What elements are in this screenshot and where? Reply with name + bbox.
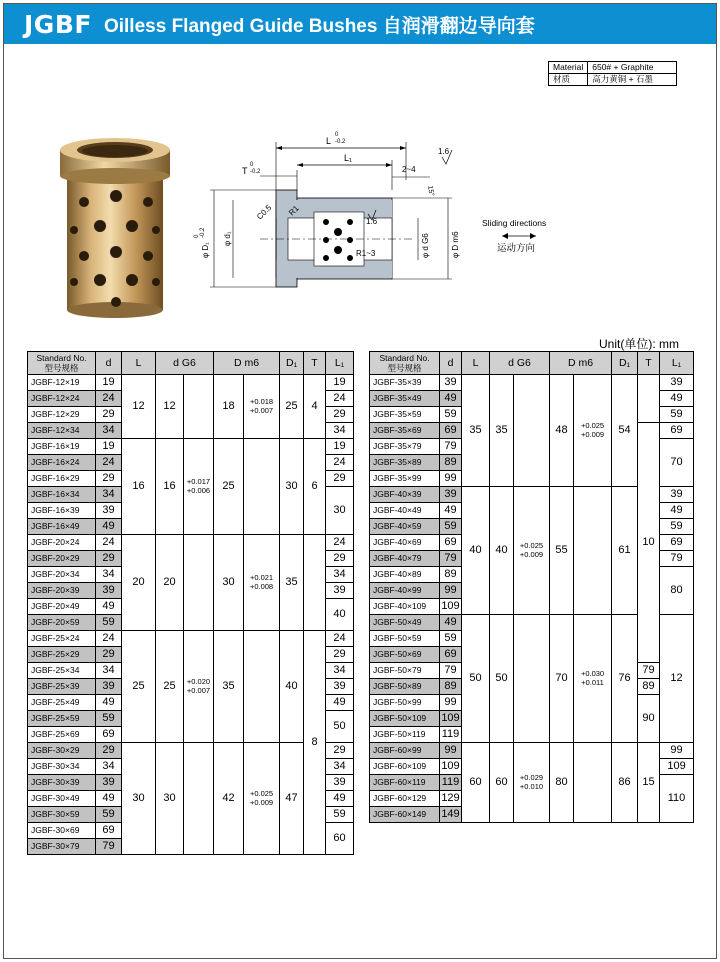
table-cell: 25 xyxy=(122,631,156,743)
table-cell: +0.025 +0.009 xyxy=(244,743,280,855)
model-cell: JGBF-60×99 xyxy=(370,743,440,759)
col-standard xyxy=(370,352,440,375)
table-cell: 89 xyxy=(440,455,462,471)
col-dG6: d G6 xyxy=(490,352,550,375)
sliding-label-cn: 运动方向 xyxy=(497,243,536,254)
table-cell: 129 xyxy=(440,791,462,807)
table-cell: 24 xyxy=(326,391,354,407)
table-cell: 89 xyxy=(440,679,462,695)
table-cell: 25 xyxy=(156,631,184,743)
table-cell: +0.030 +0.011 xyxy=(574,615,612,743)
table-cell xyxy=(638,375,660,423)
table-cell xyxy=(574,743,612,823)
table-cell xyxy=(514,615,550,743)
model-cell: JGBF-50×119 xyxy=(370,727,440,743)
table-cell: 69 xyxy=(96,823,122,839)
table-cell: 76 xyxy=(612,615,638,743)
model-cell: JGBF-35×89 xyxy=(370,455,440,471)
dim-L-tol-top: 0 xyxy=(335,132,339,138)
table-cell: 39 xyxy=(96,503,122,519)
table-cell: 39 xyxy=(326,775,354,791)
table-cell xyxy=(184,375,214,439)
table-cell: 89 xyxy=(638,679,660,695)
table-cell: 19 xyxy=(326,439,354,455)
table-cell: 99 xyxy=(440,743,462,759)
table-cell: 42 xyxy=(214,743,244,855)
table-cell: 79 xyxy=(440,663,462,679)
table-cell: 24 xyxy=(326,631,354,647)
table-cell xyxy=(184,535,214,631)
col-L: L xyxy=(122,352,156,375)
model-cell: JGBF-40×59 xyxy=(370,519,440,535)
table-cell: 69 xyxy=(660,423,694,439)
table-cell: 119 xyxy=(440,727,462,743)
material-value-cn: 高力黄铜 + 石墨 xyxy=(588,74,677,86)
table-cell: 49 xyxy=(96,519,122,535)
table-cell: 34 xyxy=(96,567,122,583)
col-standard-cn: 型号规格 xyxy=(44,363,79,373)
model-cell: JGBF-50×49 xyxy=(370,615,440,631)
material-label-en: Material xyxy=(549,62,588,74)
model-cell: JGBF-30×34 xyxy=(28,759,96,775)
table-cell: 99 xyxy=(660,743,694,759)
table-cell: 99 xyxy=(440,695,462,711)
model-cell: JGBF-40×99 xyxy=(370,583,440,599)
table-cell: 29 xyxy=(96,551,122,567)
dim-dG6: φ d G6 xyxy=(421,233,430,258)
table-cell: 29 xyxy=(96,471,122,487)
bushing-photo xyxy=(44,130,184,320)
table-cell: 19 xyxy=(326,375,354,391)
table-cell: 18 xyxy=(214,375,244,439)
table-cell: 19 xyxy=(96,375,122,391)
model-cell: JGBF-25×29 xyxy=(28,647,96,663)
table-cell: 59 xyxy=(326,807,354,823)
table-cell: 79 xyxy=(440,439,462,455)
model-cell: JGBF-12×19 xyxy=(28,375,96,391)
radius-label: R1 xyxy=(287,203,301,218)
table-cell: 39 xyxy=(440,375,462,391)
table-cell: 34 xyxy=(326,423,354,439)
table-cell: 49 xyxy=(96,695,122,711)
model-cell: JGBF-35×49 xyxy=(370,391,440,407)
table-cell: 39 xyxy=(440,487,462,503)
brand-code: JGBF xyxy=(24,9,92,39)
dim-D1-tol-top: 0 xyxy=(194,234,200,238)
technical-drawing xyxy=(180,120,570,320)
table-cell: 20 xyxy=(122,535,156,631)
table-cell: 119 xyxy=(440,775,462,791)
dim-d1: φ d₁ xyxy=(223,231,232,246)
table-cell: 69 xyxy=(440,423,462,439)
model-cell: JGBF-40×89 xyxy=(370,567,440,583)
model-cell: JGBF-16×29 xyxy=(28,471,96,487)
model-cell: JGBF-30×39 xyxy=(28,775,96,791)
table-cell: 29 xyxy=(326,551,354,567)
table-cell: 109 xyxy=(440,599,462,615)
table-cell: 59 xyxy=(440,631,462,647)
table-row xyxy=(28,535,354,551)
table-cell: 99 xyxy=(440,583,462,599)
table-cell: 16 xyxy=(122,439,156,535)
rough-mark-2: 1.6 xyxy=(366,217,378,226)
table-cell: 10 xyxy=(638,423,660,663)
table-cell: 34 xyxy=(326,663,354,679)
model-cell: JGBF-16×49 xyxy=(28,519,96,535)
table-cell: 49 xyxy=(96,791,122,807)
table-cell: 30 xyxy=(280,439,304,535)
table-cell: 89 xyxy=(440,567,462,583)
table-cell: 109 xyxy=(440,711,462,727)
col-L1: L₁ xyxy=(660,352,694,375)
table-cell: +0.025 +0.009 xyxy=(574,375,612,487)
title-bar xyxy=(4,4,716,44)
table-cell: 59 xyxy=(660,407,694,423)
table-cell: 25 xyxy=(214,439,244,535)
table-cell: 69 xyxy=(440,647,462,663)
model-cell: JGBF-50×59 xyxy=(370,631,440,647)
dim-T-tol-top: 0 xyxy=(250,162,254,168)
table-cell: +0.029 +0.010 xyxy=(514,743,550,823)
model-cell: JGBF-40×79 xyxy=(370,551,440,567)
table-cell: 39 xyxy=(96,583,122,599)
table-cell: 49 xyxy=(660,503,694,519)
table-cell: 24 xyxy=(96,535,122,551)
table-cell: 30 xyxy=(156,743,184,855)
table-cell: 55 xyxy=(550,487,574,615)
table-cell xyxy=(514,375,550,487)
table-cell: 59 xyxy=(96,615,122,631)
table-cell: 35 xyxy=(280,535,304,631)
dim-L1: L₁ xyxy=(344,153,353,163)
table-cell: 59 xyxy=(96,807,122,823)
page-title: Oilless Flanged Guide Bushes 自润滑翻边导向套 xyxy=(103,15,535,37)
table-cell: +0.025 +0.009 xyxy=(514,487,550,615)
model-cell: JGBF-16×19 xyxy=(28,439,96,455)
model-cell: JGBF-35×79 xyxy=(370,439,440,455)
table-cell: 60 xyxy=(462,743,490,823)
material-value-en: 650# + Graphite xyxy=(588,62,677,74)
model-cell: JGBF-50×69 xyxy=(370,647,440,663)
table-cell: 60 xyxy=(490,743,514,823)
table-header xyxy=(370,352,694,375)
col-D1: D₁ xyxy=(612,352,638,375)
table-cell: 12 xyxy=(122,375,156,439)
table-cell: 24 xyxy=(326,535,354,551)
dim-Dm6: φ D m6 xyxy=(451,231,460,258)
spec-table-left xyxy=(27,351,354,855)
col-d: d xyxy=(96,352,122,375)
table-cell: 29 xyxy=(96,407,122,423)
table-cell: 29 xyxy=(96,743,122,759)
table-cell: 69 xyxy=(440,535,462,551)
model-cell: JGBF-30×59 xyxy=(28,807,96,823)
col-standard-en: Standard No. xyxy=(36,353,87,363)
model-cell: JGBF-30×69 xyxy=(28,823,96,839)
col-standard xyxy=(28,352,96,375)
table-cell: 49 xyxy=(660,391,694,407)
model-cell: JGBF-16×34 xyxy=(28,487,96,503)
dim-D1-tol-bot: -0.2 xyxy=(200,227,206,238)
table-cell: 12 xyxy=(660,615,694,743)
model-cell: JGBF-40×109 xyxy=(370,599,440,615)
table-cell: 34 xyxy=(326,567,354,583)
table-cell: 40 xyxy=(280,631,304,743)
model-cell: JGBF-50×99 xyxy=(370,695,440,711)
table-cell: 40 xyxy=(490,487,514,615)
table-cell: 90 xyxy=(638,695,660,743)
table-cell: 40 xyxy=(462,487,490,615)
col-dG6: d G6 xyxy=(156,352,214,375)
table-cell: 25 xyxy=(280,375,304,439)
table-cell: 34 xyxy=(96,663,122,679)
model-cell: JGBF-40×39 xyxy=(370,487,440,503)
table-cell: 35 xyxy=(214,631,244,743)
col-T: T xyxy=(638,352,660,375)
model-cell: JGBF-50×109 xyxy=(370,711,440,727)
table-cell: 35 xyxy=(490,375,514,487)
table-cell: 79 xyxy=(96,839,122,855)
model-cell: JGBF-50×79 xyxy=(370,663,440,679)
model-cell: JGBF-25×39 xyxy=(28,679,96,695)
table-cell: 59 xyxy=(440,519,462,535)
table-cell: 34 xyxy=(326,759,354,775)
dim-T: T xyxy=(242,166,248,176)
table-cell: 30 xyxy=(122,743,156,855)
table-cell: 79 xyxy=(440,551,462,567)
table-cell: +0.020 +0.007 xyxy=(184,631,214,743)
table-cell: 50 xyxy=(462,615,490,743)
table-cell: 69 xyxy=(96,727,122,743)
material-table xyxy=(548,61,677,86)
model-cell: JGBF-20×34 xyxy=(28,567,96,583)
table-cell: 59 xyxy=(96,711,122,727)
table-cell: 39 xyxy=(326,679,354,695)
model-cell: JGBF-20×29 xyxy=(28,551,96,567)
table-cell: 15 xyxy=(638,743,660,823)
table-row xyxy=(28,631,354,647)
table-cell: 19 xyxy=(96,439,122,455)
model-cell: JGBF-60×109 xyxy=(370,759,440,775)
table-row xyxy=(370,743,694,759)
model-cell: JGBF-20×49 xyxy=(28,599,96,615)
dim-D1: φ D₁ xyxy=(201,242,210,258)
table-cell xyxy=(244,439,280,535)
table-cell: 20 xyxy=(156,535,184,631)
model-cell: JGBF-25×24 xyxy=(28,631,96,647)
table-cell: 24 xyxy=(96,391,122,407)
table-cell xyxy=(244,631,280,743)
rough-mark: 1.6 xyxy=(438,147,450,156)
col-D1: D₁ xyxy=(280,352,304,375)
table-cell: 59 xyxy=(660,519,694,535)
col-L: L xyxy=(462,352,490,375)
table-cell: 79 xyxy=(638,663,660,679)
dim-T-tol-bot: -0.2 xyxy=(250,169,261,175)
table-cell: +0.018 +0.007 xyxy=(244,375,280,439)
table-cell: 39 xyxy=(660,487,694,503)
table-cell: 29 xyxy=(326,743,354,759)
table-cell: 70 xyxy=(550,615,574,743)
table-cell: 60 xyxy=(326,823,354,855)
dim-L-tol-bot: -0.2 xyxy=(335,139,346,145)
table-cell xyxy=(574,487,612,615)
col-standard-en: Standard No. xyxy=(379,353,430,363)
model-cell: JGBF-12×24 xyxy=(28,391,96,407)
model-cell: JGBF-30×29 xyxy=(28,743,96,759)
table-cell: 48 xyxy=(550,375,574,487)
model-cell: JGBF-16×24 xyxy=(28,455,96,471)
table-cell: 34 xyxy=(96,759,122,775)
sliding-label-en: Sliding directions xyxy=(482,218,547,228)
model-cell: JGBF-20×24 xyxy=(28,535,96,551)
table-cell: 54 xyxy=(612,375,638,487)
model-cell: JGBF-35×39 xyxy=(370,375,440,391)
table-cell: 4 xyxy=(304,375,326,439)
dim-2-4: 2~4 xyxy=(402,165,416,174)
col-Dm6: D m6 xyxy=(550,352,612,375)
spec-table-right xyxy=(369,351,694,823)
table-cell: 24 xyxy=(326,455,354,471)
table-cell: 29 xyxy=(96,647,122,663)
table-cell: 34 xyxy=(96,487,122,503)
table-row xyxy=(370,375,694,391)
table-cell: 86 xyxy=(612,743,638,823)
model-cell: JGBF-25×59 xyxy=(28,711,96,727)
table-cell: 29 xyxy=(326,407,354,423)
table-cell xyxy=(304,535,326,631)
model-cell: JGBF-30×79 xyxy=(28,839,96,855)
unit-label: Unit(单位): mm xyxy=(599,337,679,351)
table-cell: 47 xyxy=(280,743,304,855)
table-cell: +0.017 +0.006 xyxy=(184,439,214,535)
model-cell: JGBF-60×149 xyxy=(370,807,440,823)
model-cell: JGBF-16×39 xyxy=(28,503,96,519)
table-cell: 30 xyxy=(214,535,244,631)
table-cell: 70 xyxy=(660,439,694,487)
table-cell: 80 xyxy=(550,743,574,823)
table-cell: 49 xyxy=(96,599,122,615)
table-cell: 24 xyxy=(96,631,122,647)
model-cell: JGBF-20×39 xyxy=(28,583,96,599)
chamfer-label: C0.5 xyxy=(255,203,274,222)
table-cell: 109 xyxy=(440,759,462,775)
material-label-cn: 材质 xyxy=(549,74,588,86)
table-cell: 79 xyxy=(660,551,694,567)
model-cell: JGBF-30×49 xyxy=(28,791,96,807)
model-cell: JGBF-20×59 xyxy=(28,615,96,631)
table-cell: 35 xyxy=(462,375,490,487)
table-cell: 40 xyxy=(326,599,354,631)
table-cell: 109 xyxy=(660,759,694,775)
table-cell: 61 xyxy=(612,487,638,615)
table-cell: 39 xyxy=(660,375,694,391)
table-row xyxy=(28,375,354,391)
col-d: d xyxy=(440,352,462,375)
col-Dm6: D m6 xyxy=(214,352,280,375)
radius-range-label: R1~3 xyxy=(356,249,376,258)
col-L1: L₁ xyxy=(326,352,354,375)
model-cell: JGBF-35×59 xyxy=(370,407,440,423)
table-cell: 50 xyxy=(326,711,354,743)
table-cell: 50 xyxy=(490,615,514,743)
table-cell: 39 xyxy=(96,679,122,695)
model-cell: JGBF-60×119 xyxy=(370,775,440,791)
table-cell xyxy=(184,743,214,855)
model-cell: JGBF-35×99 xyxy=(370,471,440,487)
table-cell: +0.021 +0.008 xyxy=(244,535,280,631)
table-cell: 49 xyxy=(326,695,354,711)
table-cell: 49 xyxy=(440,503,462,519)
table-cell: 49 xyxy=(440,391,462,407)
table-cell: 34 xyxy=(96,423,122,439)
model-cell: JGBF-40×69 xyxy=(370,535,440,551)
table-cell: 39 xyxy=(326,583,354,599)
col-standard-cn: 型号规格 xyxy=(387,363,422,373)
double-arrow-icon xyxy=(502,233,536,239)
table-cell: 30 xyxy=(326,487,354,535)
table-cell: 24 xyxy=(96,455,122,471)
model-cell: JGBF-12×29 xyxy=(28,407,96,423)
model-cell: JGBF-25×69 xyxy=(28,727,96,743)
table-cell: 149 xyxy=(440,807,462,823)
dim-L: L xyxy=(326,136,332,146)
table-cell: 49 xyxy=(440,615,462,631)
table-cell: 29 xyxy=(326,647,354,663)
table-cell: 110 xyxy=(660,775,694,823)
col-T: T xyxy=(304,352,326,375)
model-cell: JGBF-60×129 xyxy=(370,791,440,807)
model-cell: JGBF-40×49 xyxy=(370,503,440,519)
table-cell: 80 xyxy=(660,567,694,615)
model-cell: JGBF-50×89 xyxy=(370,679,440,695)
dim-angle: 15° xyxy=(426,185,435,197)
model-cell: JGBF-12×34 xyxy=(28,423,96,439)
table-row xyxy=(28,439,354,455)
table-header xyxy=(28,352,354,375)
table-cell: 69 xyxy=(660,535,694,551)
table-cell: 8 xyxy=(304,631,326,855)
model-cell: JGBF-25×34 xyxy=(28,663,96,679)
table-cell: 49 xyxy=(326,791,354,807)
table-cell: 59 xyxy=(440,407,462,423)
model-cell: JGBF-25×49 xyxy=(28,695,96,711)
table-cell: 16 xyxy=(156,439,184,535)
table-cell: 12 xyxy=(156,375,184,439)
table-cell: 39 xyxy=(96,775,122,791)
model-cell: JGBF-35×69 xyxy=(370,423,440,439)
table-cell: 99 xyxy=(440,471,462,487)
table-cell: 29 xyxy=(326,471,354,487)
table-cell: 6 xyxy=(304,439,326,535)
